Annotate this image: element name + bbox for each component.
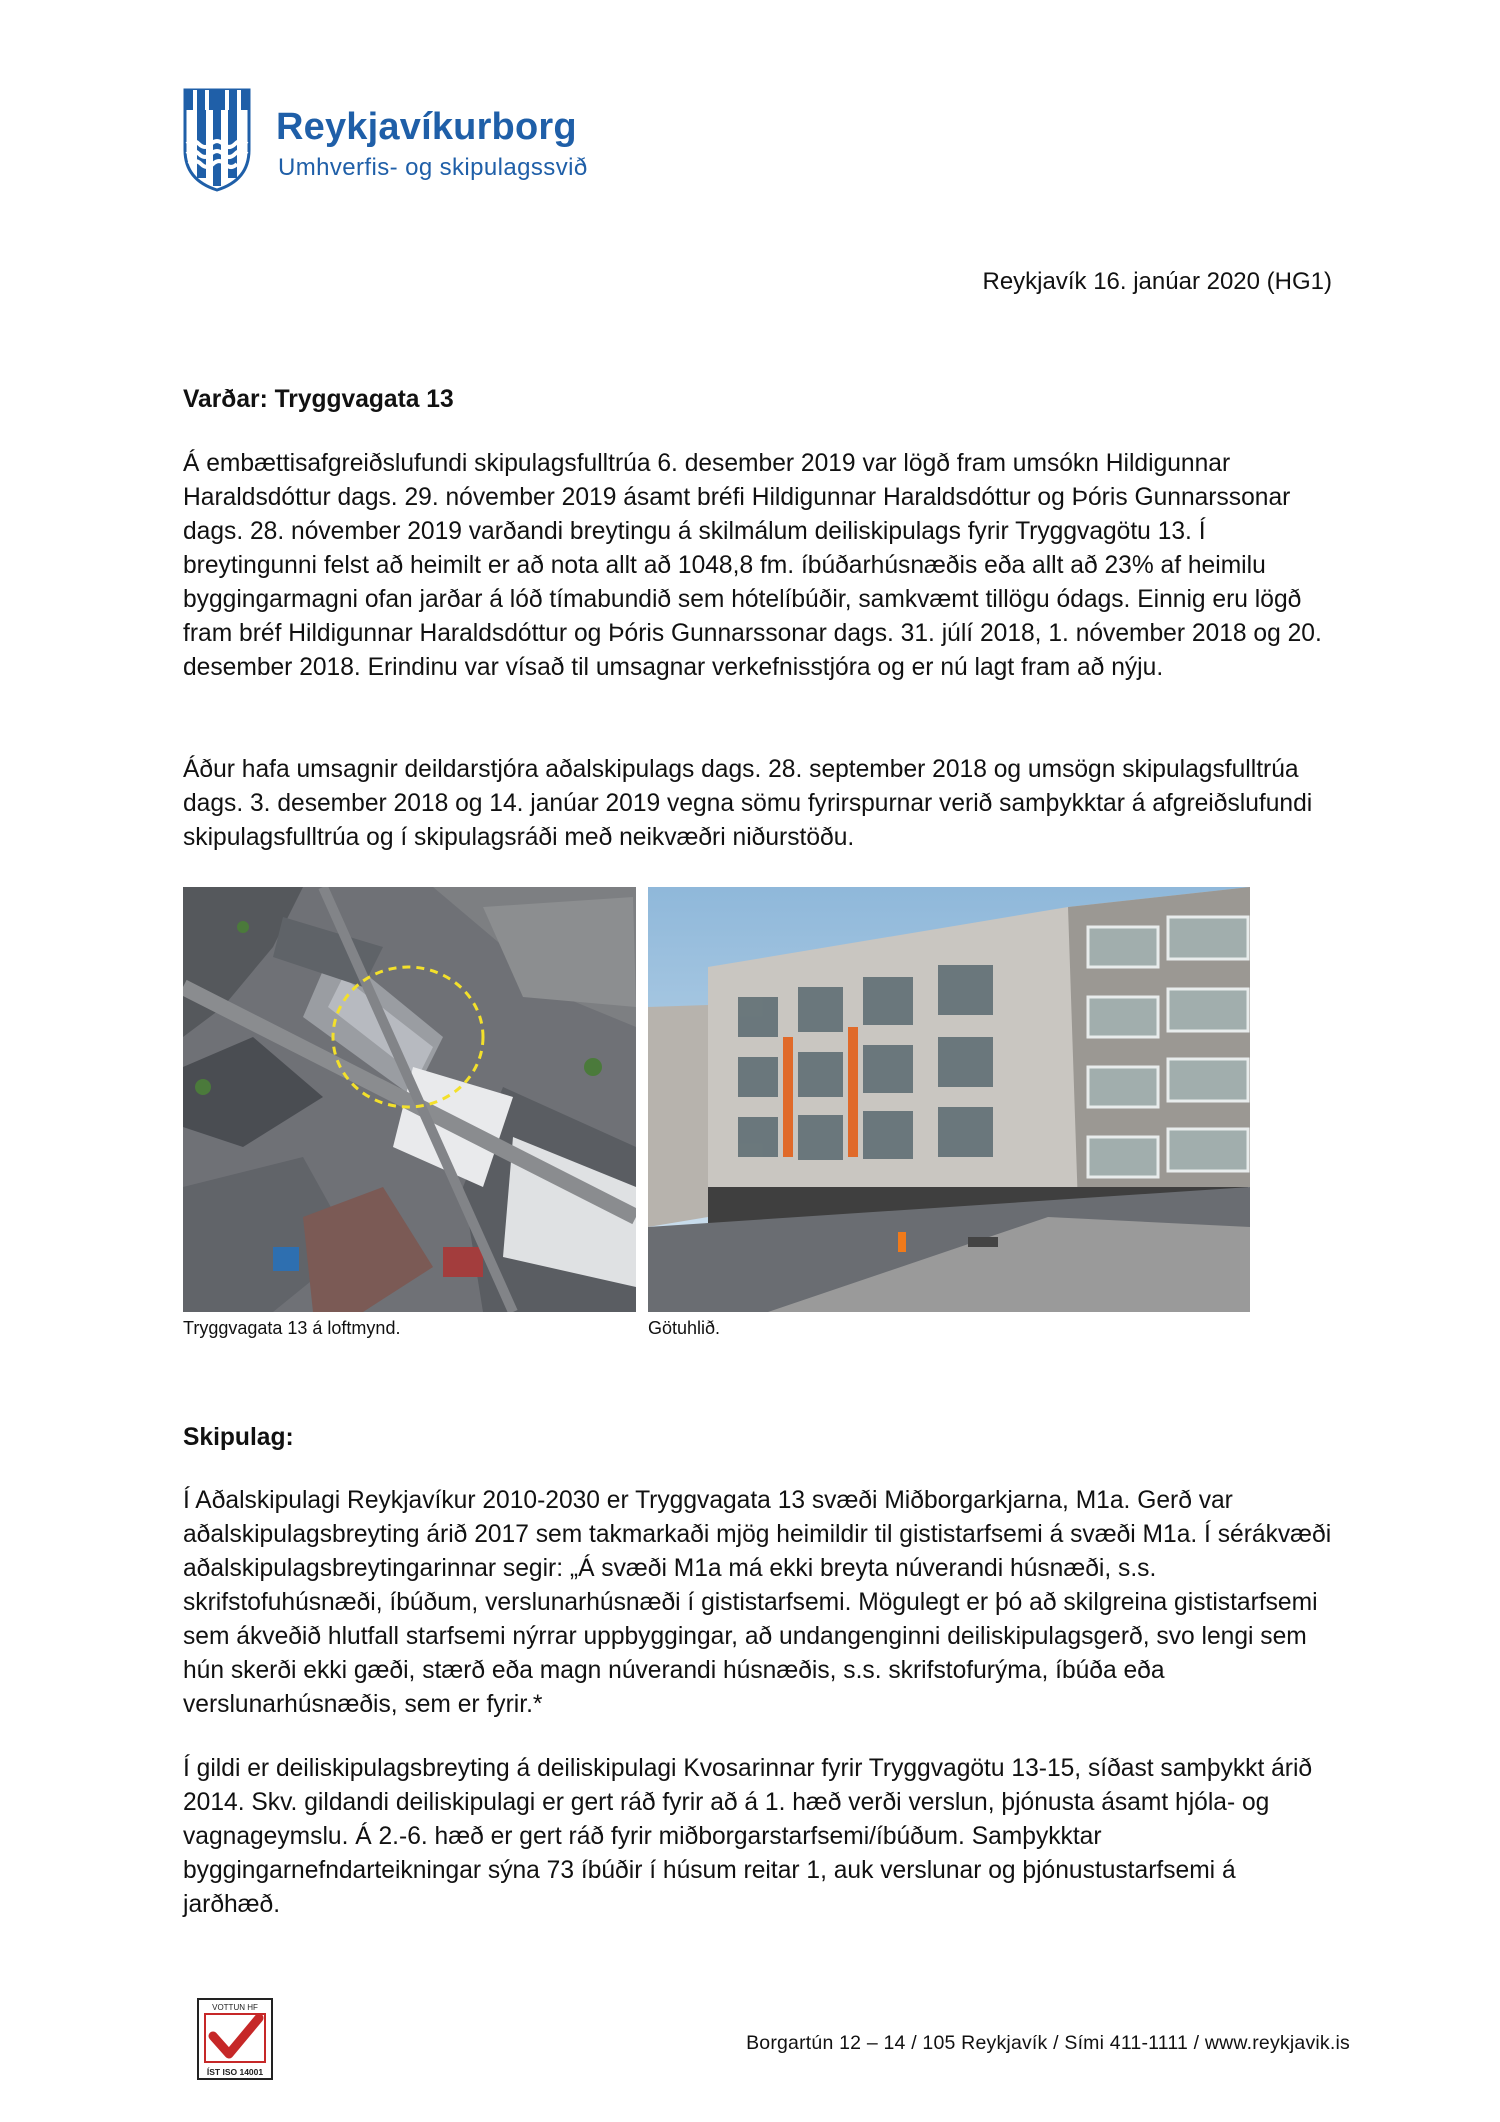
subject-heading: Varðar: Tryggvagata 13 xyxy=(183,386,454,413)
org-division: Umhverfis- og skipulagssvið xyxy=(278,154,588,181)
paragraph-4 xyxy=(183,1752,1333,1922)
paragraph-3 xyxy=(183,1484,1333,1722)
paragraph-4-text: Í gildi er deiliskipulagsbreyting á deiliskipulagi Kvosarinnar fyrir Tryggvagötu 13-15, síðast samþykkt árið 2014. Skv. gildandi deiliskipulagi er gert ráð fyrir að á 1. hæð verði verslun, þjónusta ásamt hjóla- og vagnageymslu. Á 2.-6. hæð er gert ráð fyrir miðborgarstarfsemi/íbúðum. Samþykktar byggingarnefndarteikningar sýna 73 íbúðir í húsum reitar 1, auk verslunar og þjónustustarfsemi á jarðhæð. xyxy=(183,1755,1313,1918)
aerial-photo xyxy=(183,887,636,1312)
street-photo xyxy=(648,887,1250,1312)
aerial-photo-caption: Tryggvagata 13 á loftmynd. xyxy=(183,1318,401,1338)
reykjavik-logo xyxy=(183,88,613,198)
paragraph-3-text: Í Aðalskipulagi Reykjavíkur 2010-2030 er Tryggvagata 13 svæði Miðborgarkjarna, M1a. Gerð var aðalskipulagsbreyting árið 2017 sem takmarkaði mjög heimildir til gististarfsemi á svæði M1a. Í sérákvæði aðalskipulagsbreytingarinnar segir: „Á svæði M1a má ekki breyta núverandi húsnæði, s.s. skrifstofuhúsnæði, íbúðum, verslunarhúsnæði í gististarfsemi. Mögulegt er þó að skilgreina gististarfsemi sem ákveðið hlutfall starfsemi nýrrar uppbyggingar, að undangenginni deiliskipulagsgerð, svo lengi sem hún skerði ekki gæði, stærð eða magn núverandi húsnæðis, s.s. skrifstofurýma, íbúða eða verslunarhúsnæðis, sem er fyrir.* xyxy=(183,1487,1332,1718)
section-heading: Skipulag: xyxy=(183,1424,294,1451)
footer-address: Borgartún 12 – 14 / 105 Reykjavík / Sími 411-1111 / www.reykjavik.is xyxy=(746,2032,1350,2054)
cert-top-text: VOTTUN HF xyxy=(212,2003,258,2012)
cert-bottom-text: ÍST ISO 14001 xyxy=(206,2067,264,2077)
paragraph-1-text: Á embættisafgreiðslufundi skipulagsfulltrúa 6. desember 2019 var lögð fram umsókn Hildigunnar Haraldsdóttur dags. 29. nóvember 2019 ásamt bréfi Hildigunnar Haraldsdóttur og Þóris Gunnarssonar dags. 28. nóvember 2019 varðandi breytingu á skilmálum deiliskipulags fyrir Tryggvagötu 13. Í breytingunni felst að heimilt er að nota allt að 1048,8 fm. íbúðarhúsnæðis eða allt að 23% af heimilu byggingarmagni ofan jarðar á lóð tímabundið sem hótelíbúðir, samkvæmt tillögu ódags. Einnig eru lögð fram bréf Hildigunnar Haraldsdóttur og Þóris Gunnarssonar dags. 31. júlí 2018, 1. nóvember 2018 og 20. desember 2018. Erindinu var vísað til umsagnar verkefnisstjóra og er nú lagt fram að nýju. xyxy=(183,450,1322,681)
iso-certification-logo xyxy=(197,1998,273,2080)
iso-check-icon xyxy=(197,1998,273,2080)
street-photo-graphic xyxy=(648,887,1250,1312)
street-photo-caption: Götuhlið. xyxy=(648,1318,721,1338)
org-name: Reykjavíkurborg xyxy=(276,106,577,148)
aerial-photo-graphic xyxy=(183,887,636,1312)
city-crest-icon xyxy=(183,88,251,192)
dateline: Reykjavík 16. janúar 2020 (HG1) xyxy=(982,268,1332,295)
paragraph-2-text: Áður hafa umsagnir deildarstjóra aðalskipulags dags. 28. september 2018 og umsögn skipulagsfulltrúa dags. 3. desember 2018 og 14. janúar 2019 vegna sömu fyrirspurnar verið samþykktar á afgreiðslufundi skipulagsfulltrúa og í skipulagsráði með neikvæðri niðurstöðu. xyxy=(183,756,1313,851)
paragraph-1 xyxy=(183,447,1333,685)
paragraph-2 xyxy=(183,753,1333,855)
